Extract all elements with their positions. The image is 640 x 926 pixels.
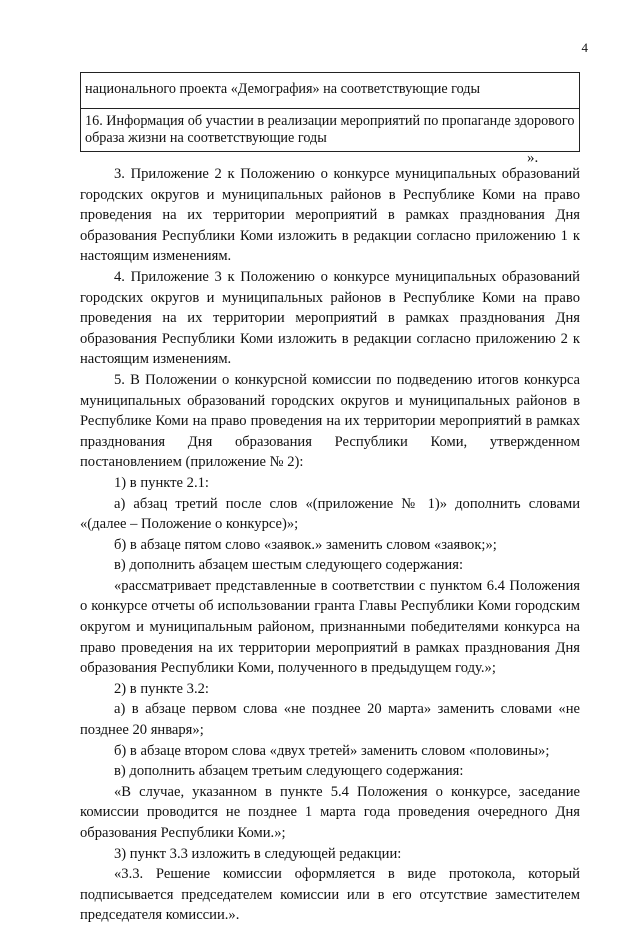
table-cell: 16. Информация об участии в реализации мероприятий по пропаганде здорового образа жизни на соответствующие годы <box>81 109 580 152</box>
paragraph: «3.3. Решение комиссии оформляется в виде протокола, который подписывается председателем комиссии или в его отсутствие заместителем председателя комиссии.». <box>80 866 580 924</box>
paragraph: 4. Приложение 3 к Положению о конкурсе муниципальных образований городских округов и муниципальных районов в Республике Коми на право проведения на их территории мероприятий в рамках празднования Дня образования Республики Коми изложить в редакции согласно приложению 2 к настоящим изменениям. <box>80 268 580 368</box>
paragraph: в) дополнить абзацем третьим следующего содержания: <box>114 763 464 780</box>
paragraph: 1) в пункте 2.1: <box>114 474 209 491</box>
paragraph: б) в абзаце втором слова «двух третей» заменить словом «половины»; <box>114 742 550 759</box>
document-body <box>80 164 580 926</box>
page-number: 4 <box>581 40 588 55</box>
table-row <box>81 109 580 152</box>
paragraph: «В случае, указанном в пункте 5.4 Положения о конкурсе, заседание комиссии проводится не позднее 1 марта года проведения очередного Дня образования Республики Коми.»; <box>80 783 580 841</box>
paragraph: 2) в пункте 3.2: <box>114 680 209 697</box>
paragraph: в) дополнить абзацем шестым следующего содержания: <box>114 557 464 574</box>
continued-table <box>80 72 580 152</box>
paragraph: 3. Приложение 2 к Положению о конкурсе муниципальных образований городских округов и муниципальных районов в Республике Коми на право проведения на их территории мероприятий в рамках празднования Дня образования Республики Коми изложить в редакции согласно приложению 1 к настоящим изменениям. <box>80 166 580 265</box>
table-row <box>81 73 580 109</box>
paragraph: «рассматривает представленные в соответствии с пунктом 6.4 Положения о конкурсе отчеты об использовании гранта Главы Республики Коми городским округом и муниципальным районом, признанными победителями конкурса на право проведения на их территории мероприятий в рамках празднования Дня образования Республики Коми, полученного в предыдущем году.»; <box>80 577 580 677</box>
paragraph: 5. В Положении о конкурсной комиссии по подведению итогов конкурса муниципальных образований городских округов и муниципальных районов в Республике Коми на право проведения на их территории мероприятий в рамках празднования Дня образования Республики Коми, утвержденном постановлением (приложение № 2): <box>80 371 580 471</box>
paragraph: а) абзац третий после слов «(приложение № 1)» дополнить словами «(далее – Положение о конкурсе)»; <box>80 495 580 533</box>
paragraph: 3) пункт 3.3 изложить в следующей редакции: <box>114 845 402 862</box>
paragraph: б) в абзаце пятом слово «заявок.» заменить словом «заявок;»; <box>114 536 497 553</box>
closing-quote: ». <box>527 150 539 166</box>
table-cell: национального проекта «Демография» на соответствующие годы <box>81 73 580 109</box>
paragraph: а) в абзаце первом слова «не позднее 20 марта» заменить словами «не позднее 20 января»; <box>80 701 580 739</box>
